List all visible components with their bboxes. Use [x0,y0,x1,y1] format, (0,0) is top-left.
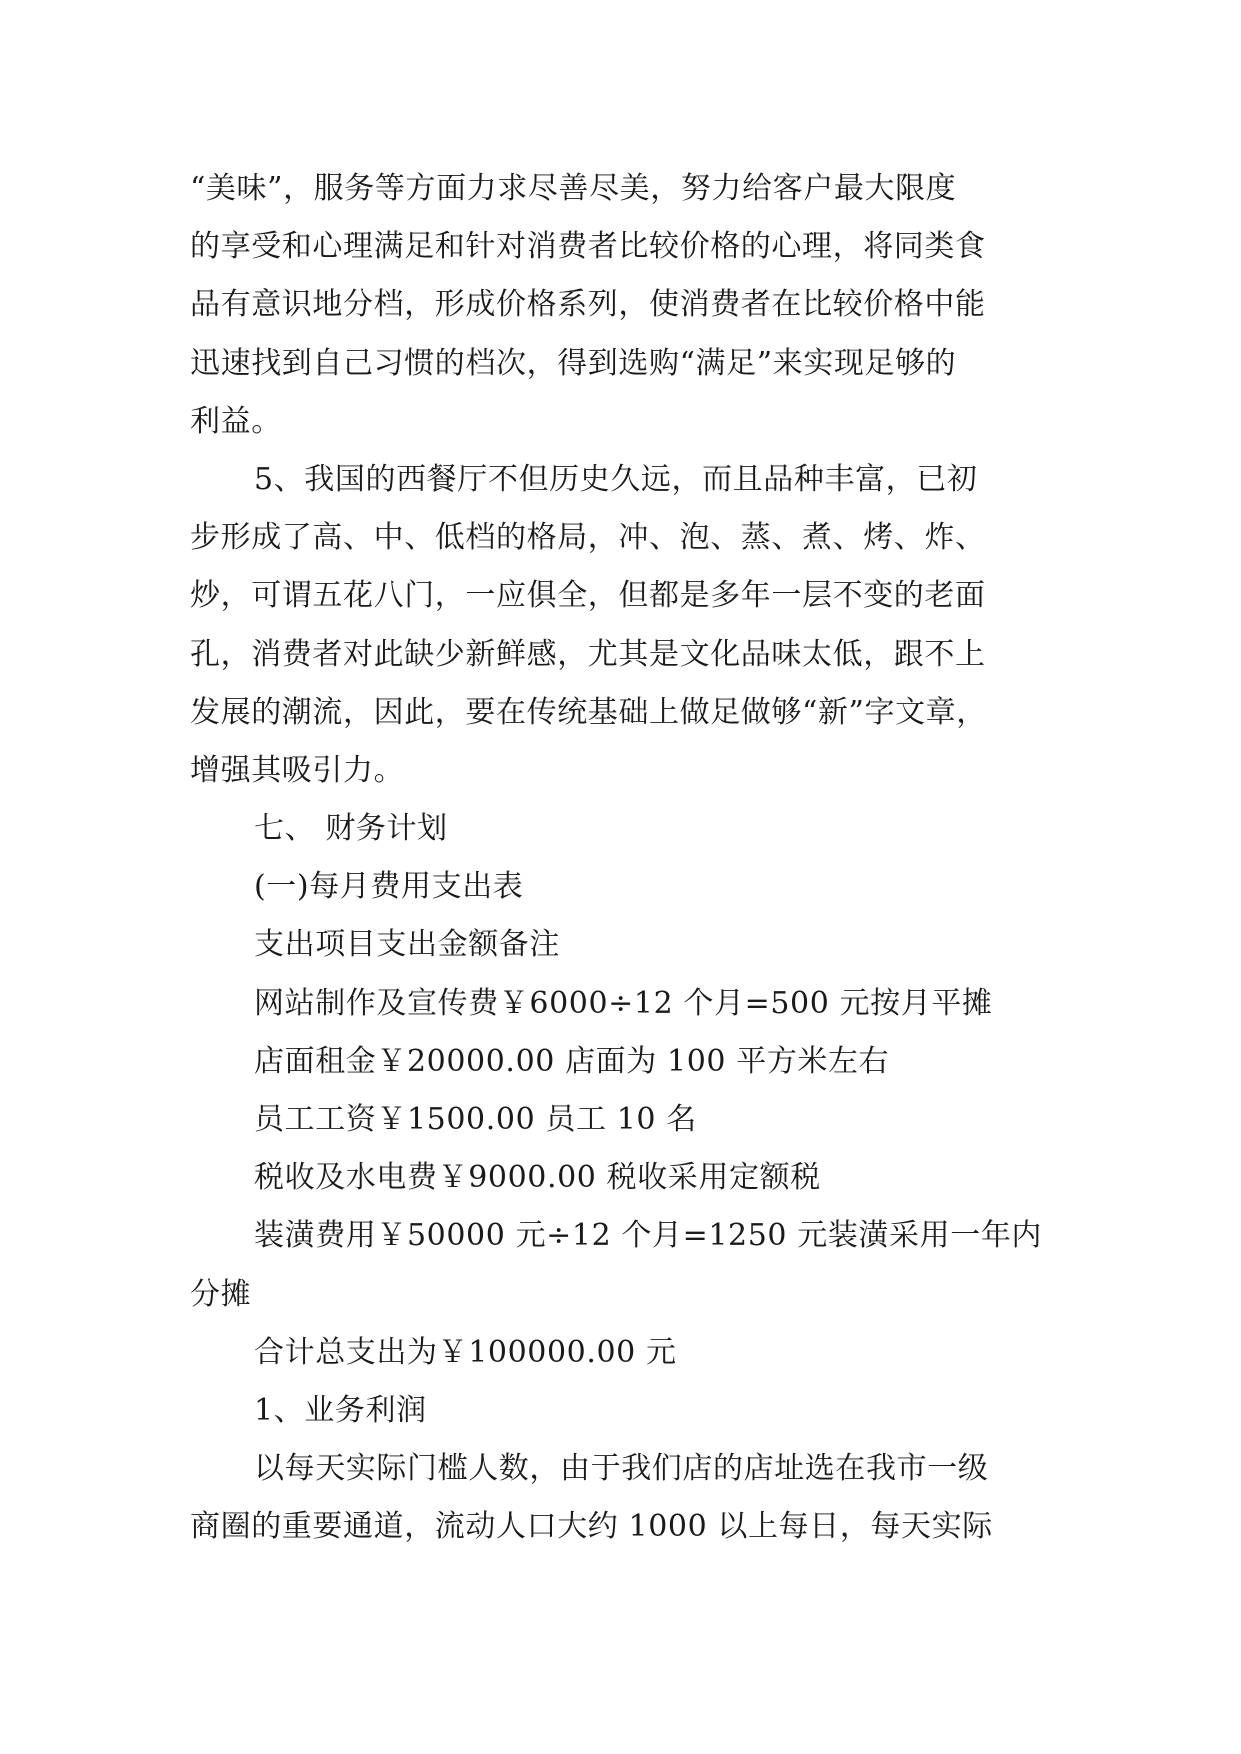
subsection-heading: (一)每月费用支出表 [254,869,524,905]
text-line: 分摊 [190,1276,252,1312]
text-line: 品有意识地分档，形成价格系列，使消费者在比较价格中能 [190,287,986,323]
document-body [190,160,1050,1557]
expense-item: 员工工资￥1500.00 员工 10 名 [254,1102,697,1137]
paragraph-start-line: 以每天实际门槛人数，由于我们店的店址选在我市一级 [254,1451,989,1487]
text-line: “美味”，服务等方面力求尽善尽美，努力给客户最大限度 [190,171,957,206]
text-line: 迅速找到自己习惯的档次，得到选购“满足”来实现足够的 [190,345,957,381]
text-line: 利益。 [190,403,282,439]
paragraph-start-line: 5、我国的西餐厅不但历史久远，而且品种丰富，已初 [254,461,978,497]
section-heading: 七、 财务计划 [254,811,448,847]
expense-item: 店面租金￥20000.00 店面为 100 平方米左右 [254,1043,890,1079]
expense-item: 装潢费用￥50000 元÷12 个月=1250 元装潢采用一年内 [254,1218,1043,1254]
expense-table-header: 支出项目支出金额备注 [254,927,560,963]
text-line: 增强其吸引力。 [190,752,405,788]
subsection-heading: 1、业务利润 [254,1392,427,1428]
expense-item: 税收及水电费￥9000.00 税收采用定额税 [254,1160,821,1196]
text-line: 步形成了高、中、低档的格局，冲、泡、蒸、煮、烤、炸、 [190,520,986,556]
text-line: 炒，可谓五花八门，一应俱全，但都是多年一层不变的老面 [190,578,986,614]
text-line: 商圈的重要通道，流动人口大约 1000 以上每日，每天实际 [190,1509,993,1545]
text-line: 的享受和心理满足和针对消费者比较价格的心理，将同类食 [190,229,986,265]
expense-item: 网站制作及宣传费￥6000÷12 个月=500 元按月平摊 [254,985,993,1021]
text-line: 孔，消费者对此缺少新鲜感，尤其是文化品味太低，跟不上 [190,636,986,672]
text-line: 发展的潮流，因此，要在传统基础上做足做够“新”字文章， [190,694,987,730]
expense-total: 合计总支出为￥100000.00 元 [254,1334,677,1370]
